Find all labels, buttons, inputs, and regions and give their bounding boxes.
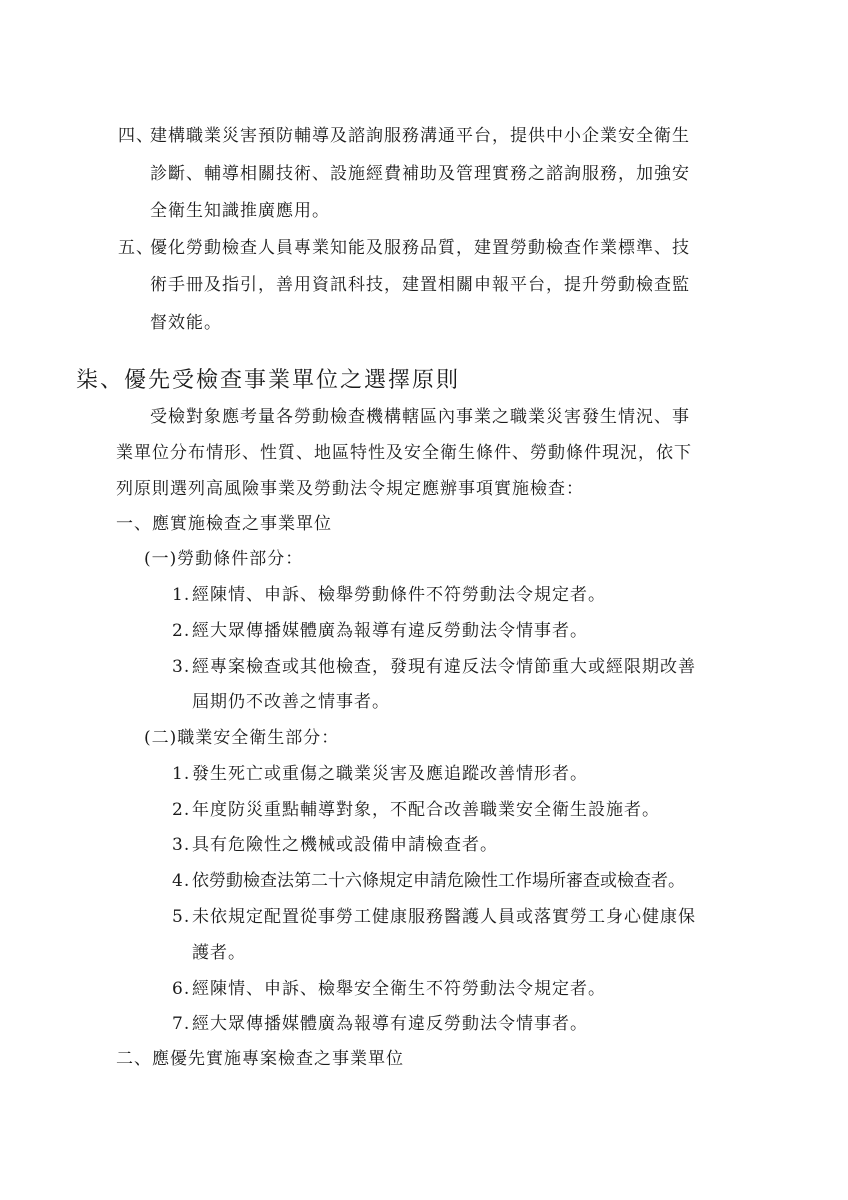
sub-two-item-3-text: 具有危險性之機械或設備申請檢查者。 [192, 835, 498, 855]
sub-two-item-3-num: 3. [172, 835, 191, 855]
sub-one-item-3-text-2: 屆期仍不改善之情事者。 [192, 692, 390, 712]
item-five-marker: 五、 [118, 238, 154, 258]
intro-line-3: 列原則選列高風險事業及勞動法令規定應辦事項實施檢查： [116, 479, 584, 499]
sub-one-item-2-text: 經大眾傳播媒體廣為報導有違反勞動法令情事者。 [192, 621, 588, 641]
item-five-line-3: 督效能。 [150, 313, 222, 333]
sub-two-item-1-num: 1. [172, 764, 191, 784]
intro-line-1: 受檢對象應考量各勞動檢查機構轄區內事業之職業災害發生情況、事 [150, 407, 690, 427]
sub-one-item-1-num: 1. [172, 585, 191, 605]
sub-two-item-5-num: 5. [172, 907, 191, 927]
sub-two-item-2-num: 2. [172, 800, 191, 820]
section-heading: 柒、優先受檢查事業單位之選擇原則 [76, 368, 461, 393]
sub-two-item-6-text: 經陳情、申訴、檢舉安全衛生不符勞動法令規定者。 [192, 979, 606, 999]
sub-two-item-5-text-1: 未依規定配置從事勞工健康服務醫護人員或落實勞工身心健康保 [192, 907, 696, 927]
sub-one-item-3-text-1: 經專案檢查或其他檢查，發現有違反法令情節重大或經限期改善 [192, 657, 696, 677]
sub-two-item-7-num: 7. [172, 1014, 191, 1034]
sub-two-item-7-text: 經大眾傳播媒體廣為報導有違反勞動法令情事者。 [192, 1014, 588, 1034]
sub-two-title: (二)職業安全衛生部分： [144, 728, 340, 748]
sub-one-item-3-num: 3. [172, 657, 191, 677]
sub-two-item-1-text: 發生死亡或重傷之職業災害及應追蹤改善情形者。 [192, 764, 588, 784]
item-four-line-3: 全衛生知識推廣應用。 [150, 201, 330, 221]
part-two-title: 二、應優先實施專案檢查之事業單位 [116, 1049, 404, 1069]
item-five-line-1: 優化勞動檢查人員專業知能及服務品質，建置勞動檢查作業標準、技 [150, 238, 690, 258]
item-five-line-2: 術手冊及指引，善用資訊科技，建置相關申報平台，提升勞動檢查監 [150, 275, 690, 295]
item-four-line-1: 建構職業災害預防輔導及諮詢服務溝通平台，提供中小企業安全衛生 [150, 126, 690, 146]
sub-one-title: (一)勞動條件部分： [144, 549, 304, 569]
item-four-marker: 四、 [118, 126, 154, 146]
sub-one-item-2-num: 2. [172, 621, 191, 641]
part-one-title: 一、應實施檢查之事業單位 [116, 514, 332, 534]
intro-line-2: 業單位分布情形、性質、地區特性及安全衛生條件、勞動條件現況，依下 [116, 443, 692, 463]
sub-one-item-1-text: 經陳情、申訴、檢舉勞動條件不符勞動法令規定者。 [192, 585, 606, 605]
sub-two-item-4-text: 依勞動檢查法第二十六條規定申請危險性工作場所審查或檢查者。 [192, 871, 685, 891]
sub-two-item-2-text: 年度防災重點輔導對象，不配合改善職業安全衛生設施者。 [192, 800, 660, 820]
sub-two-item-4-num: 4. [172, 871, 191, 891]
item-four-line-2: 診斷、輔導相關技術、設施經費補助及管理實務之諮詢服務，加強安 [150, 164, 690, 184]
sub-two-item-6-num: 6. [172, 979, 191, 999]
sub-two-item-5-text-2: 護者。 [192, 943, 246, 963]
